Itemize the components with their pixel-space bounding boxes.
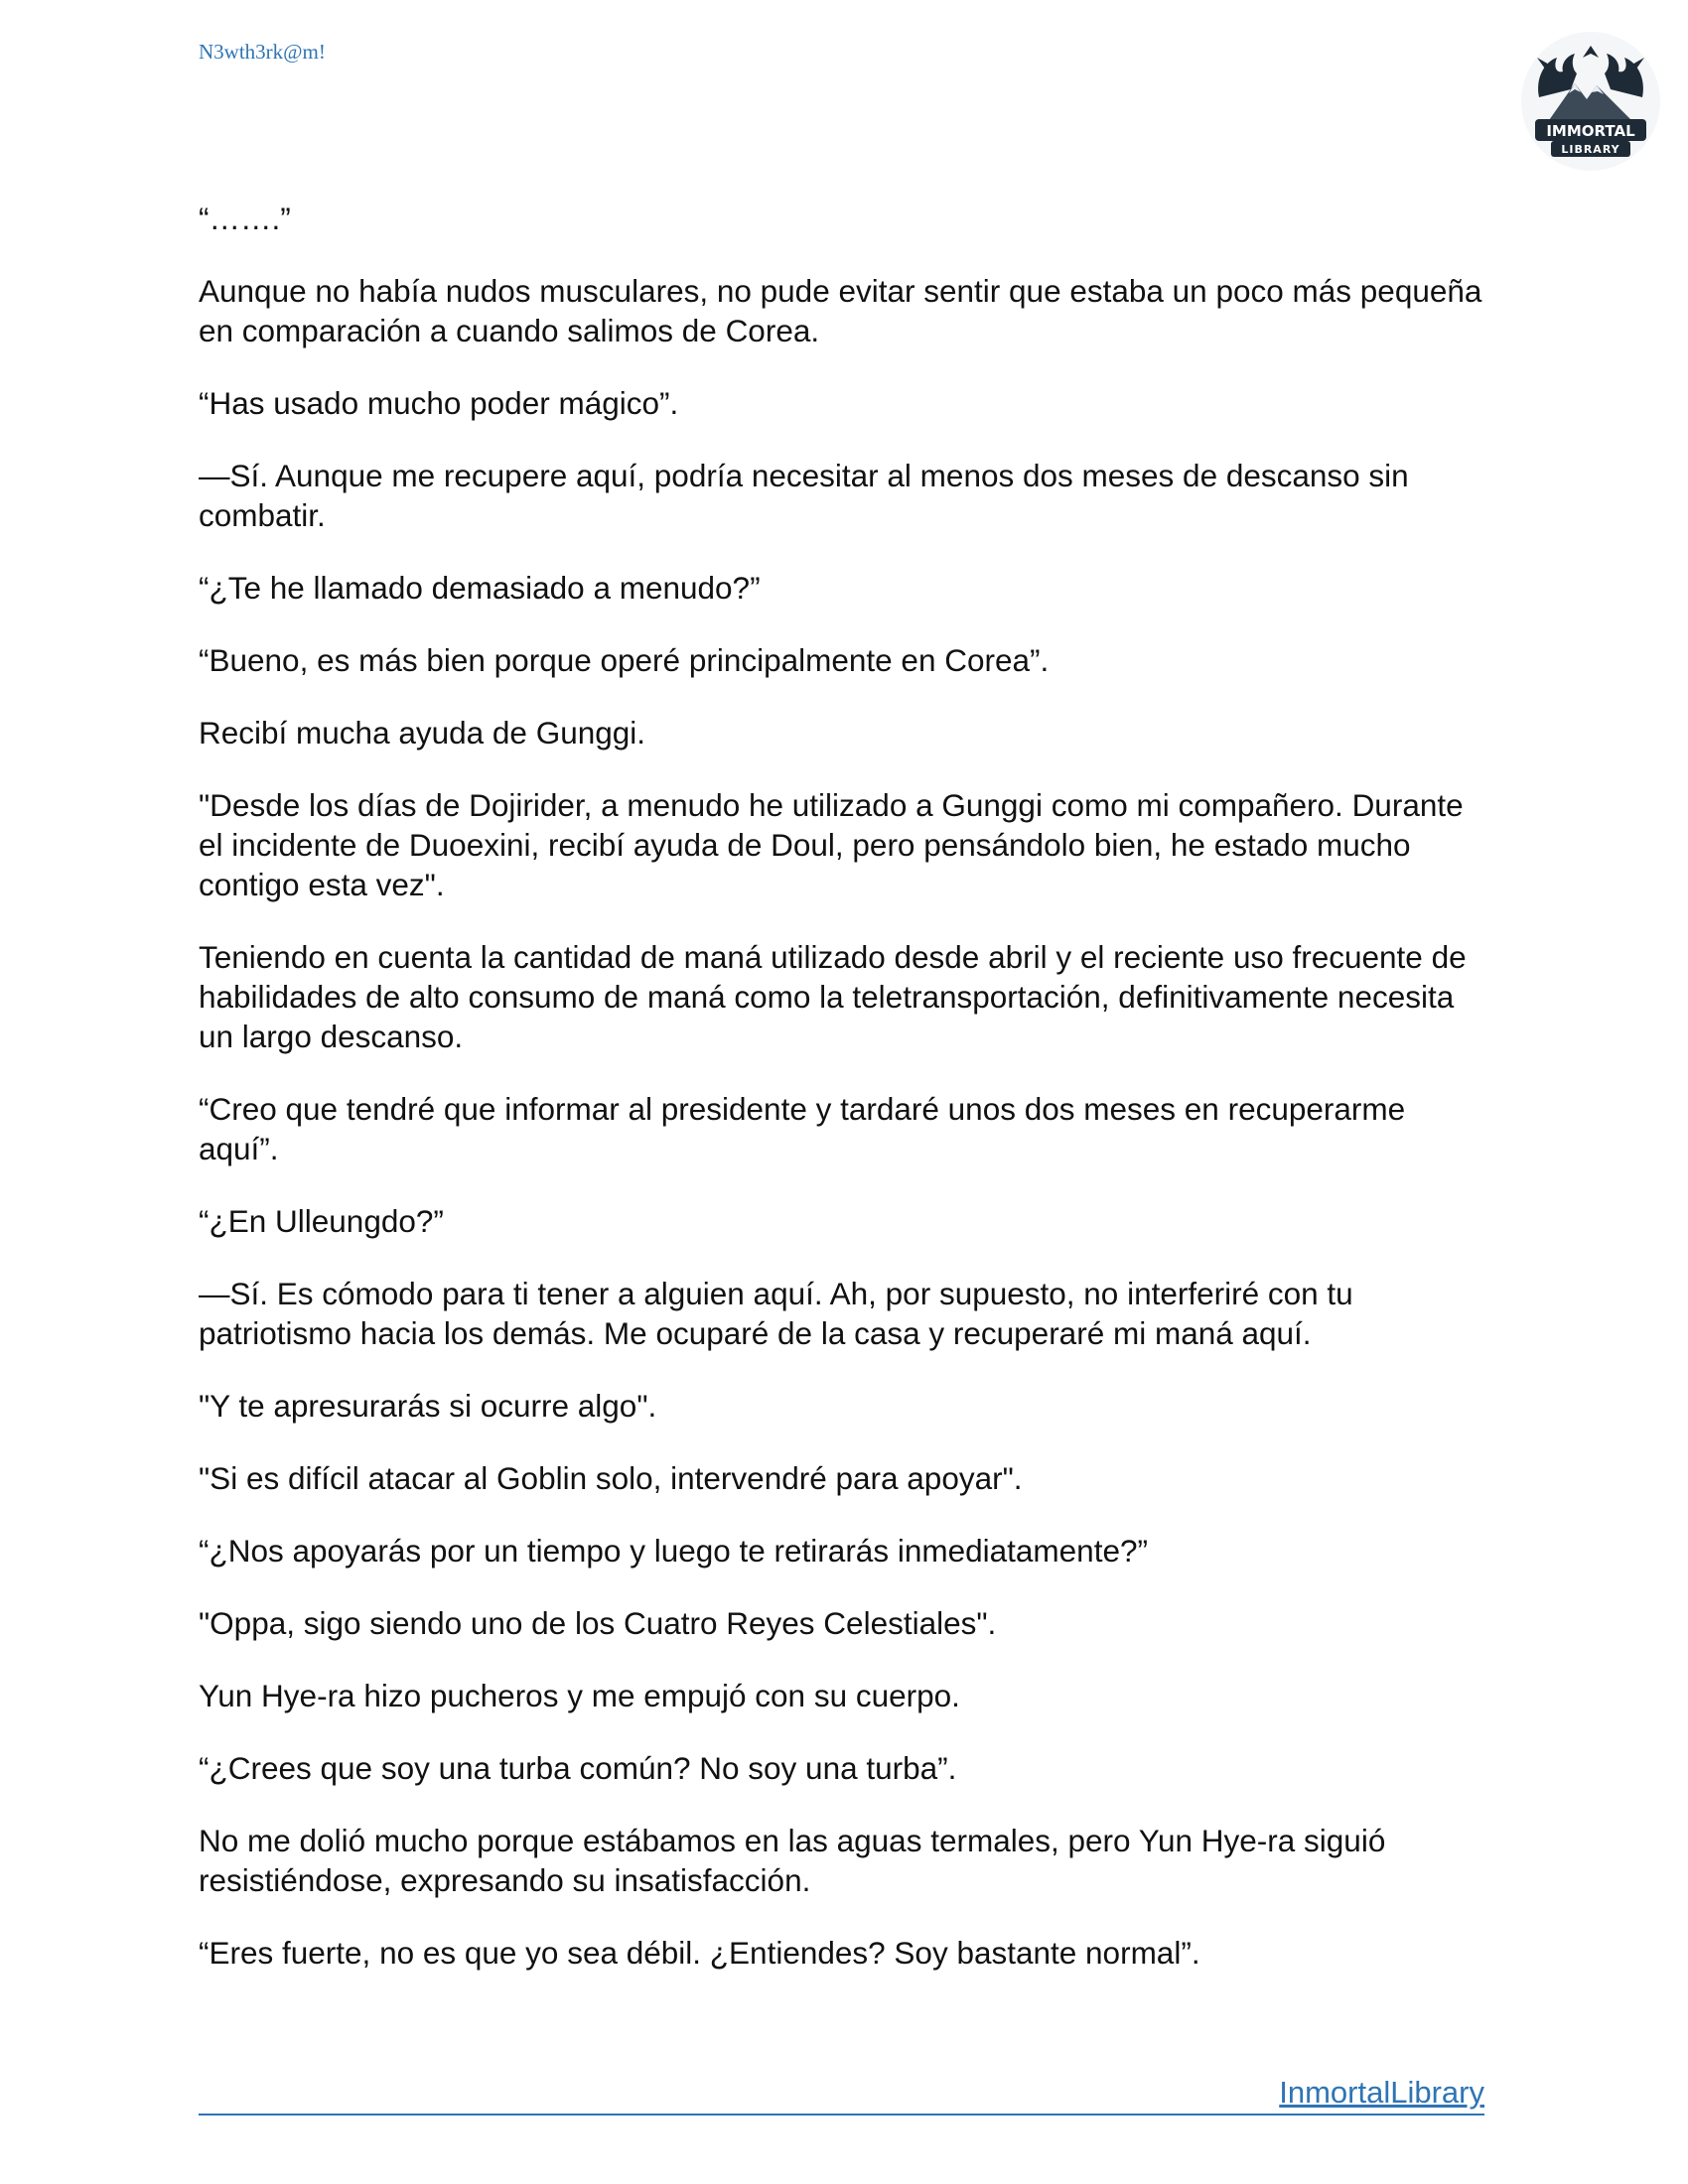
paragraph: "Si es difícil atacar al Goblin solo, intervendré para apoyar". bbox=[199, 1460, 1023, 1496]
paragraph: “¿En Ulleungdo?” bbox=[199, 1203, 444, 1239]
paragraph: “Eres fuerte, no es que yo sea débil. ¿Entiendes? Soy bastante normal”. bbox=[199, 1935, 1200, 1971]
paragraph: “¿Crees que soy una turba común? No soy una turba”. bbox=[199, 1750, 957, 1786]
paragraph: Teniendo en cuenta la cantidad de maná utilizado desde abril y el reciente uso frecuente de habilidades de alto consumo de maná como la teletransportación, definitivamente necesita un largo descanso. bbox=[199, 939, 1467, 1054]
paragraph: —Sí. Es cómodo para ti tener a alguien aquí. Ah, por supuesto, no interferiré con tu patriotismo hacia los demás. Me ocuparé de la casa y recuperaré mi maná aquí. bbox=[199, 1276, 1353, 1351]
dragon-mountain-logo-icon bbox=[1517, 28, 1664, 175]
immortal-library-logo bbox=[1517, 28, 1664, 175]
header-tag: N3wth3rk@m! bbox=[199, 40, 326, 64]
logo-line1: IMMORTAL bbox=[1546, 122, 1635, 140]
paragraph: "Oppa, sigo siendo uno de los Cuatro Reyes Celestiales". bbox=[199, 1605, 997, 1641]
paragraph: “Has usado mucho poder mágico”. bbox=[199, 385, 679, 421]
paragraph: “Bueno, es más bien porque operé principalmente en Corea”. bbox=[199, 642, 1050, 678]
paragraph: “…….” bbox=[199, 201, 291, 236]
paragraph: —Sí. Aunque me recupere aquí, podría necesitar al menos dos meses de descanso sin combatir. bbox=[199, 458, 1409, 533]
footer-link[interactable]: InmortalLibrary bbox=[1279, 2075, 1484, 2110]
paragraph: "Desde los días de Dojirider, a menudo he utilizado a Gunggi como mi compañero. Durante el incidente de Duoexini, recibí ayuda de Doul, pero pensándolo bien, he estado mucho contigo esta vez". bbox=[199, 787, 1464, 902]
paragraph: Yun Hye-ra hizo pucheros y me empujó con su cuerpo. bbox=[199, 1678, 960, 1713]
footer-divider bbox=[199, 2114, 1484, 2116]
document-body bbox=[199, 199, 1489, 2005]
paragraph: Aunque no había nudos musculares, no pude evitar sentir que estaba un poco más pequeña en comparación a cuando salimos de Corea. bbox=[199, 273, 1482, 348]
paragraph: "Y te apresurarás si ocurre algo". bbox=[199, 1388, 657, 1424]
paragraph: “¿Te he llamado demasiado a menudo?” bbox=[199, 570, 761, 606]
paragraph: “¿Nos apoyarás por un tiempo y luego te retirarás inmediatamente?” bbox=[199, 1533, 1148, 1569]
paragraph: No me dolió mucho porque estábamos en las aguas termales, pero Yun Hye-ra siguió resistiéndose, expresando su insatisfacción. bbox=[199, 1823, 1386, 1898]
paragraph: “Creo que tendré que informar al presidente y tardaré unos dos meses en recuperarme aquí”. bbox=[199, 1091, 1406, 1166]
logo-line2: LIBRARY bbox=[1561, 143, 1620, 156]
paragraph: Recibí mucha ayuda de Gunggi. bbox=[199, 715, 646, 751]
